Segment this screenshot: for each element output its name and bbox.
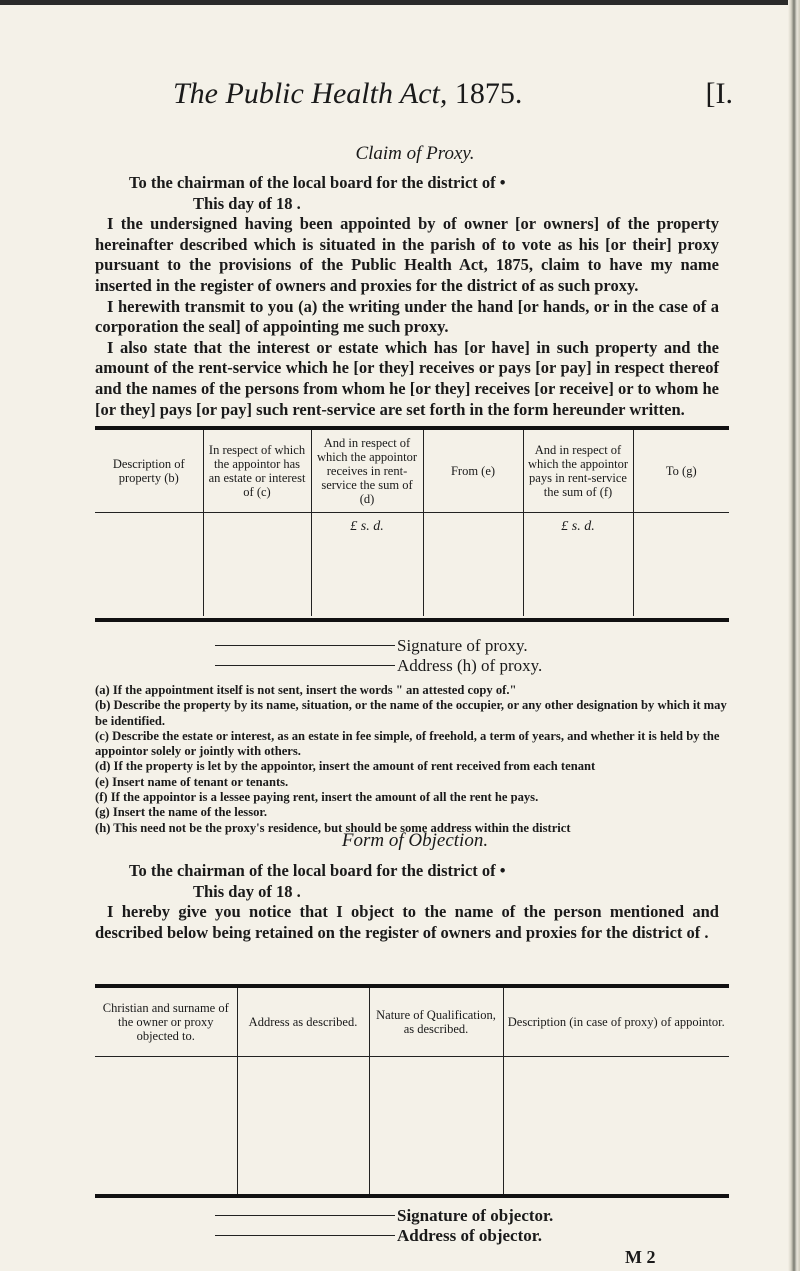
objection-col-address: Address as described.: [237, 988, 369, 1056]
signature-blank: [215, 645, 395, 646]
claim-paragraph-1: I the undersigned having been appointed by of owner [or owners] of the property hereinafter described which is situated in the parish of to vote as his [or their] proxy pursuant to the provisions of the Public Health Act, 1875, claim to have my name inserted in the register of owners and proxies for the district of as such proxy.: [95, 214, 719, 295]
header-title: The Public Health Act, 1875.: [173, 77, 523, 110]
objection-cell-name: [95, 1056, 237, 1194]
objection-table: [95, 988, 729, 1194]
claim-cell-to: [633, 512, 729, 616]
signature-mark: M 2: [625, 1247, 656, 1267]
running-header: [173, 77, 733, 117]
claim-paragraph-3: I also state that the interest or estate which has [or have] in such property and the amount of the rent-service which he [or they] receives or pays [or pay] in respect thereof and the names of the persons from whom he [or they] receives [or receive] or to whom he [or they] pays [or pay] such rent-service are set forth in the form hereunder written.: [95, 337, 719, 419]
objection-table-bottom-rule: [95, 1194, 729, 1198]
objection-col-name: Christian and surname of the owner or proxy objected to.: [95, 988, 237, 1056]
header-part: [I.: [705, 77, 733, 110]
objection-heading: Form of Objection.: [341, 830, 489, 851]
claim-col-estate: In respect of which the appointor has an estate or interest of (c): [203, 430, 311, 512]
footnote-h: (h) This need not be the proxy's residence, but should be some address within the district: [95, 820, 571, 835]
claim-col-pays: And in respect of which the appointor pays in rent-service the sum of (f): [523, 430, 633, 512]
claim-table: [95, 430, 729, 616]
footnote-b: (b) Describe the property by its name, situation, or the name of the occupier, or any other designation by which it may be identified.: [95, 698, 727, 728]
objector-address-blank: [215, 1235, 395, 1236]
claim-cell-description: [95, 512, 203, 616]
objection-col-appointor: Description (in case of proxy) of appointor.: [503, 988, 729, 1056]
footnote-a: (a) If the appointment itself is not sent, insert the words " an attested copy of.": [95, 683, 517, 697]
footnote-f: (f) If the appointor is a lessee paying rent, insert the amount of all the rent he pays.: [95, 790, 539, 805]
footnote-c: (c) Describe the estate or interest, as an estate in fee simple, of freehold, a term of years, and whether it is held by the appointor solely or jointly with others.: [95, 728, 720, 759]
claim-cell-receives-amount: £ s. d.: [311, 512, 423, 616]
proxy-address-line: Address (h) of proxy.: [215, 656, 735, 676]
objection-cell-appointor: [503, 1056, 729, 1194]
claim-col-description: Description of property (b): [95, 430, 203, 512]
page-top-edge: [0, 0, 800, 5]
objection-address: To the chairman of the local board for the district of •: [129, 861, 506, 880]
claim-col-receives: And in respect of which the appointor receives in rent-service the sum of (d): [311, 430, 423, 512]
objection-cell-qualification: [369, 1056, 503, 1194]
objector-signature-blank: [215, 1215, 395, 1216]
claim-cell-estate: [203, 512, 311, 616]
objection-paragraph: I hereby give you notice that I object to the name of the person mentioned and described below being retained on the register of owners and proxies for the district of .: [95, 902, 719, 942]
footnote-g: (g) Insert the name of the lessor.: [95, 805, 267, 820]
footnote-d: (d) If the property is let by the appointor, insert the amount of rent received from each tenant: [95, 759, 596, 774]
claim-address: To the chairman of the local board for the district of •: [129, 173, 506, 192]
address-blank: [215, 665, 395, 666]
footnote-e: (e) Insert name of tenant or tenants.: [95, 774, 289, 789]
objection-body: [95, 861, 719, 943]
objector-address-line: Address of objector.: [215, 1226, 735, 1246]
claim-paragraph-2: I herewith transmit to you (a) the writing under the hand [or hands, or in the case of a corporation the seal] of appointing me such proxy.: [95, 296, 719, 337]
claim-footnotes: [95, 683, 729, 836]
objection-cell-address: [237, 1056, 369, 1194]
claim-heading: Claim of Proxy.: [355, 143, 475, 164]
claim-col-to: To (g): [633, 430, 729, 512]
claim-table-bottom-rule: [95, 618, 729, 622]
claim-cell-from: [423, 512, 523, 616]
header-year: 1875.: [454, 77, 523, 110]
objection-date: This day of 18 .: [193, 881, 301, 901]
proxy-signature-line: Signature of proxy.: [215, 636, 735, 656]
page-right-edge: [788, 0, 800, 1271]
objection-col-qualification: Nature of Qualification, as described.: [369, 988, 503, 1056]
objector-signature-line: Signature of objector.: [215, 1206, 735, 1226]
claim-col-from: From (e): [423, 430, 523, 512]
claim-body: [95, 173, 719, 420]
claim-date: This day of 18 .: [193, 193, 301, 213]
claim-cell-pays-amount: £ s. d.: [523, 512, 633, 616]
